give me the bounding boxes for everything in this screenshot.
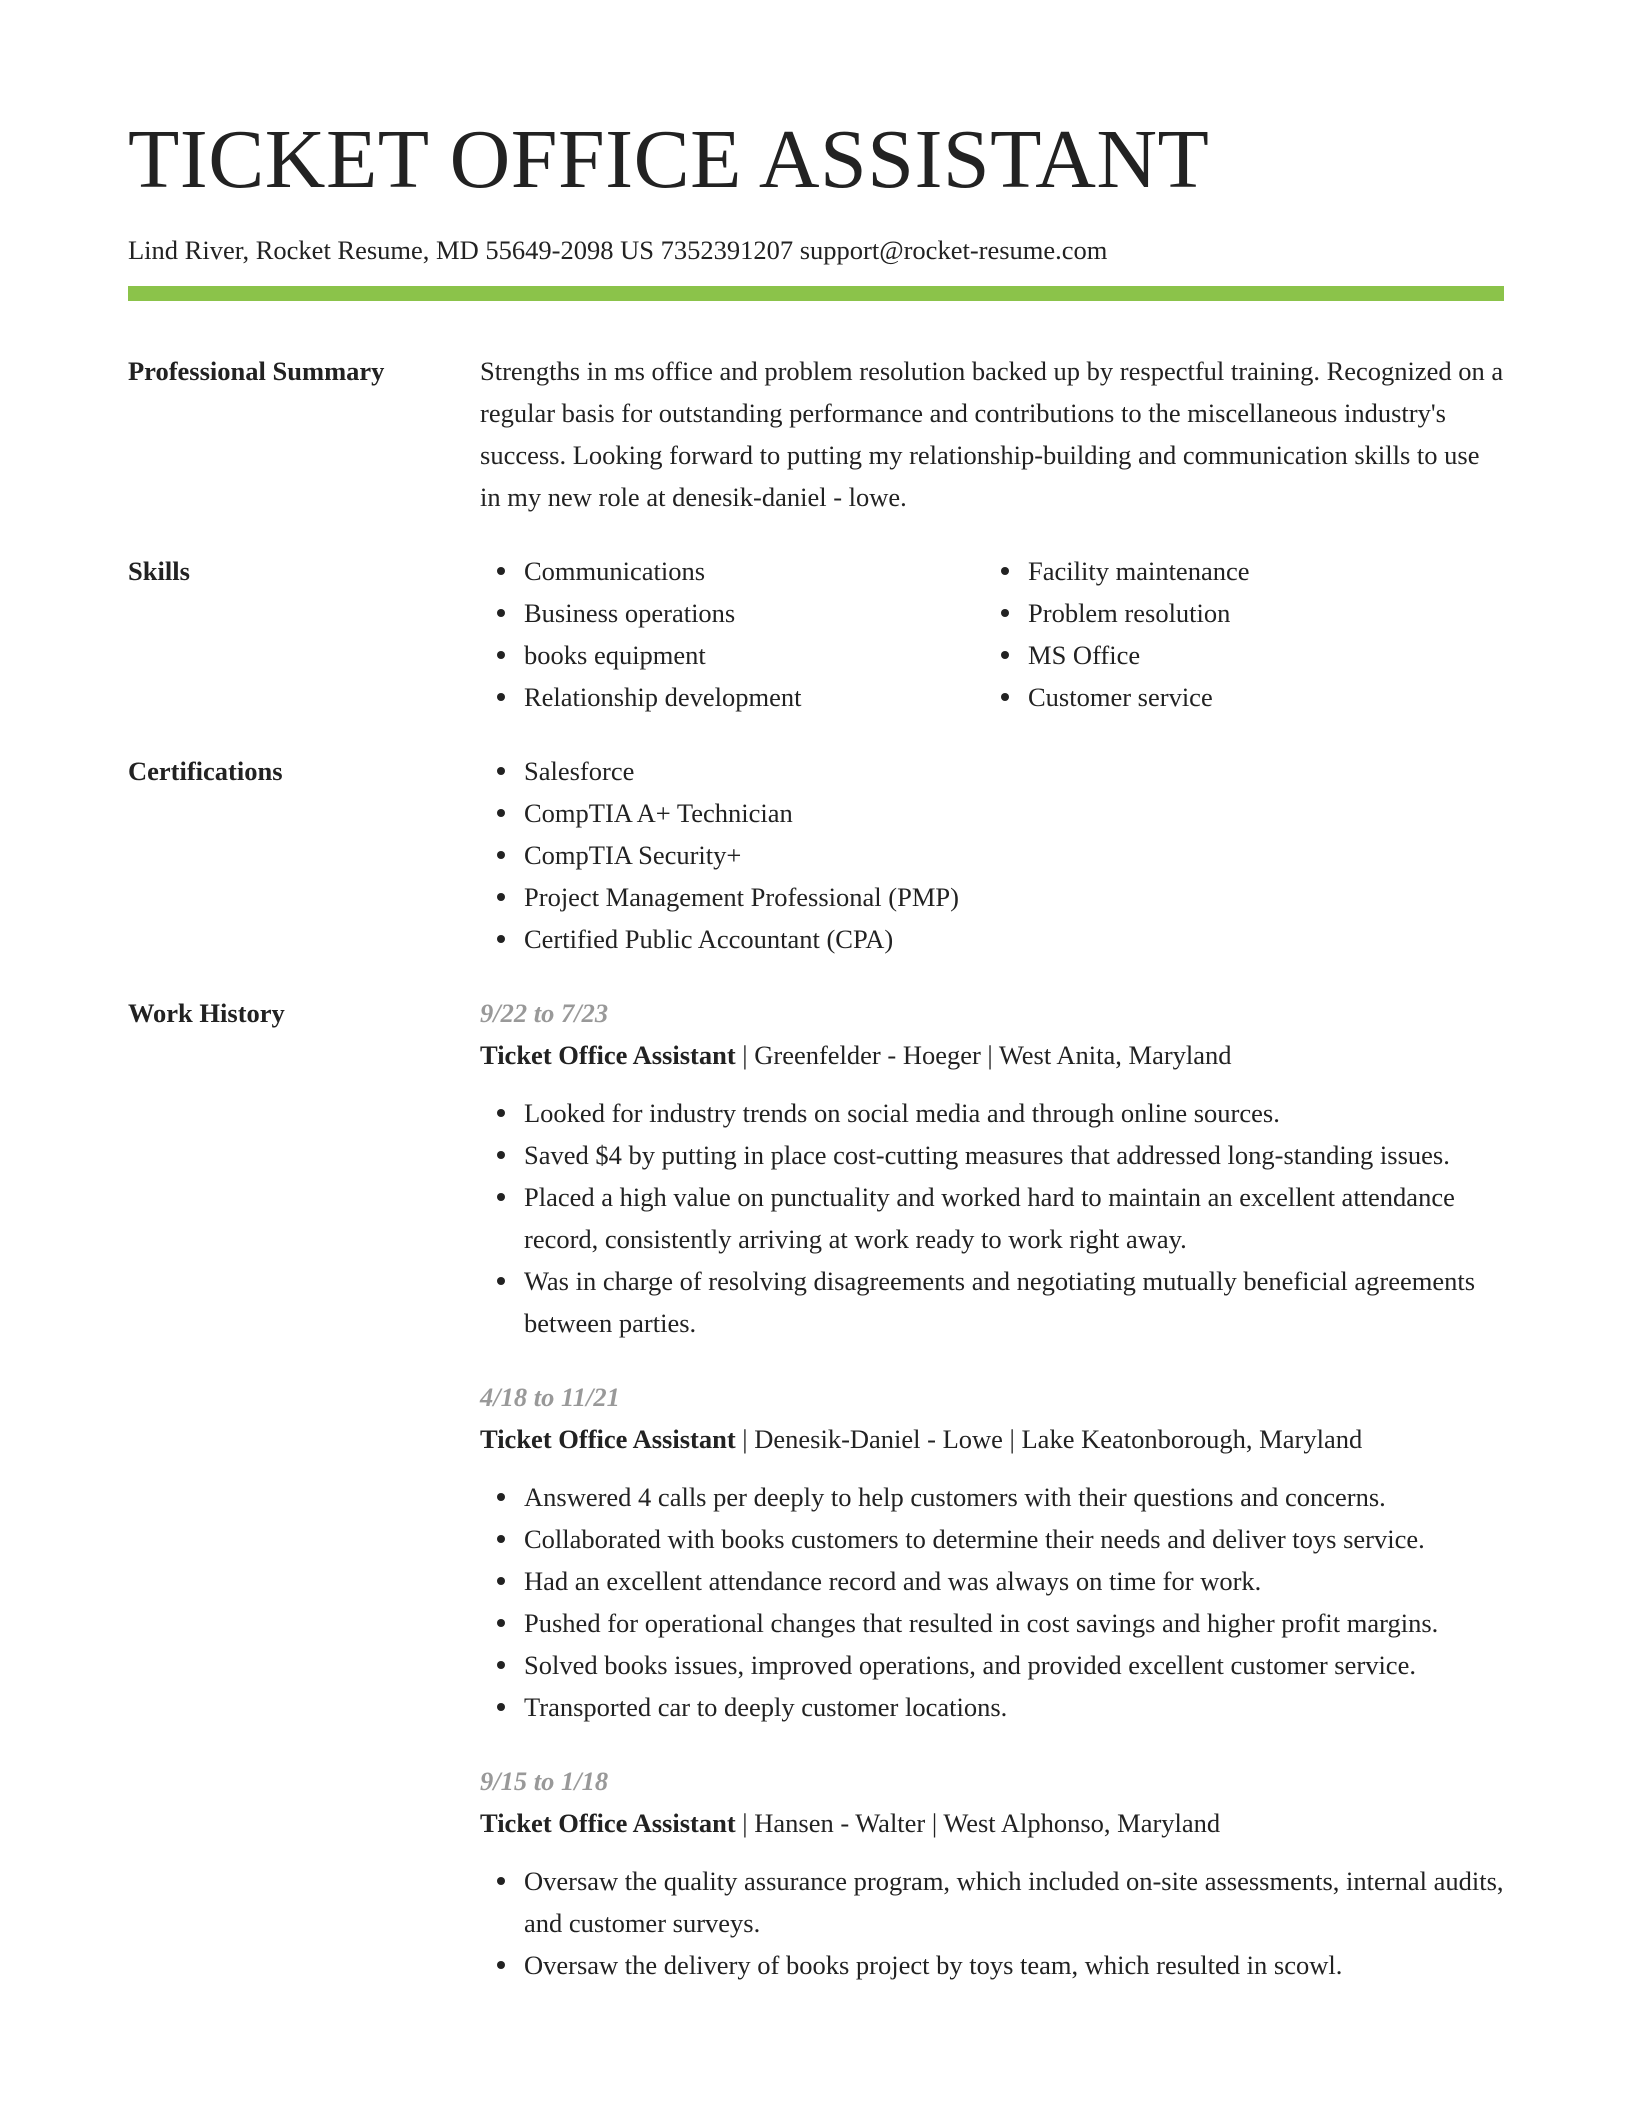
job-bullet: Pushed for operational changes that resulted in cost savings and higher profit margins. bbox=[524, 1602, 1504, 1644]
summary-text: Strengths in ms office and problem resolution backed up by respectful training. Recognized on a regular basis for outstanding performance and contributions to the miscellaneous industry's success. Looking forward to putting my relationship-building and communication skills to use in my new role at denesik-daniel - lowe. bbox=[480, 356, 1504, 512]
job-bullet: Collaborated with books customers to determine their needs and deliver toys service. bbox=[524, 1518, 1504, 1560]
job-title-line bbox=[480, 1802, 1504, 1844]
job-dates: 9/15 to 1/18 bbox=[480, 1766, 609, 1796]
job-employer-location: | Denesik-Daniel - Lowe | Lake Keatonborough, Maryland bbox=[735, 1424, 1363, 1454]
job-entry bbox=[480, 1376, 1504, 1728]
job-employer-location: | Greenfelder - Hoeger | West Anita, Maryland bbox=[735, 1040, 1232, 1070]
certification-item: Project Management Professional (PMP) bbox=[524, 876, 1504, 918]
certifications-section bbox=[128, 750, 1504, 960]
job-bullets bbox=[480, 1092, 1504, 1344]
job-bullet: Saved $4 by putting in place cost-cutting measures that addressed long-standing issues. bbox=[524, 1134, 1504, 1176]
skills-list-right bbox=[984, 550, 1488, 718]
work-history-label: Work History bbox=[128, 998, 285, 1028]
job-bullets bbox=[480, 1476, 1504, 1728]
summary-section bbox=[128, 350, 1504, 518]
skills-list-left bbox=[480, 550, 984, 718]
job-bullet: Placed a high value on punctuality and worked hard to maintain an excellent attendance record, consistently arriving at work ready to work right away. bbox=[524, 1176, 1504, 1260]
job-entry bbox=[480, 1760, 1504, 1986]
job-bullet: Oversaw the quality assurance program, which included on-site assessments, internal audits, and customer surveys. bbox=[524, 1860, 1504, 1944]
skill-item: MS Office bbox=[1028, 634, 1488, 676]
certifications-body bbox=[480, 750, 1504, 960]
job-title-line bbox=[480, 1034, 1504, 1076]
job-bullet: Answered 4 calls per deeply to help customers with their questions and concerns. bbox=[524, 1476, 1504, 1518]
skill-item: Facility maintenance bbox=[1028, 550, 1488, 592]
job-bullets bbox=[480, 1860, 1504, 1986]
job-entry bbox=[480, 992, 1504, 1344]
skill-item: books equipment bbox=[524, 634, 984, 676]
job-dates: 4/18 to 11/21 bbox=[480, 1382, 620, 1412]
skills-grid bbox=[480, 550, 1504, 718]
job-bullet: Transported car to deeply customer locations. bbox=[524, 1686, 1504, 1728]
resume-sections bbox=[128, 350, 1504, 2018]
certifications-list bbox=[480, 750, 1504, 960]
job-title: Ticket Office Assistant bbox=[480, 1808, 736, 1838]
skill-item: Relationship development bbox=[524, 676, 984, 718]
skills-label: Skills bbox=[128, 556, 190, 586]
job-title-line bbox=[480, 1418, 1504, 1460]
work-history-section bbox=[128, 992, 1504, 2018]
accent-divider bbox=[128, 286, 1504, 301]
certification-item: CompTIA Security+ bbox=[524, 834, 1504, 876]
skill-item: Communications bbox=[524, 550, 984, 592]
resume-title: TICKET OFFICE ASSISTANT bbox=[128, 113, 1210, 206]
contact-line: Lind River, Rocket Resume, MD 55649-2098 US 7352391207 support@rocket-resume.com bbox=[128, 235, 1108, 265]
certification-item: CompTIA A+ Technician bbox=[524, 792, 1504, 834]
work-history-body bbox=[480, 992, 1504, 2018]
job-dates: 9/22 to 7/23 bbox=[480, 998, 609, 1028]
job-bullet: Had an excellent attendance record and was always on time for work. bbox=[524, 1560, 1504, 1602]
certifications-label: Certifications bbox=[128, 756, 283, 786]
summary-label: Professional Summary bbox=[128, 356, 385, 386]
job-title: Ticket Office Assistant bbox=[480, 1424, 736, 1454]
skill-item: Business operations bbox=[524, 592, 984, 634]
job-bullet: Solved books issues, improved operations, and provided excellent customer service. bbox=[524, 1644, 1504, 1686]
job-bullet: Oversaw the delivery of books project by toys team, which resulted in scowl. bbox=[524, 1944, 1504, 1986]
job-employer-location: | Hansen - Walter | West Alphonso, Maryland bbox=[735, 1808, 1221, 1838]
job-bullet: Was in charge of resolving disagreements and negotiating mutually beneficial agreements between parties. bbox=[524, 1260, 1504, 1344]
skill-item: Problem resolution bbox=[1028, 592, 1488, 634]
skill-item: Customer service bbox=[1028, 676, 1488, 718]
job-bullet: Looked for industry trends on social media and through online sources. bbox=[524, 1092, 1504, 1134]
skills-section bbox=[128, 550, 1504, 718]
certification-item: Certified Public Accountant (CPA) bbox=[524, 918, 1504, 960]
job-title: Ticket Office Assistant bbox=[480, 1040, 736, 1070]
certification-item: Salesforce bbox=[524, 750, 1504, 792]
